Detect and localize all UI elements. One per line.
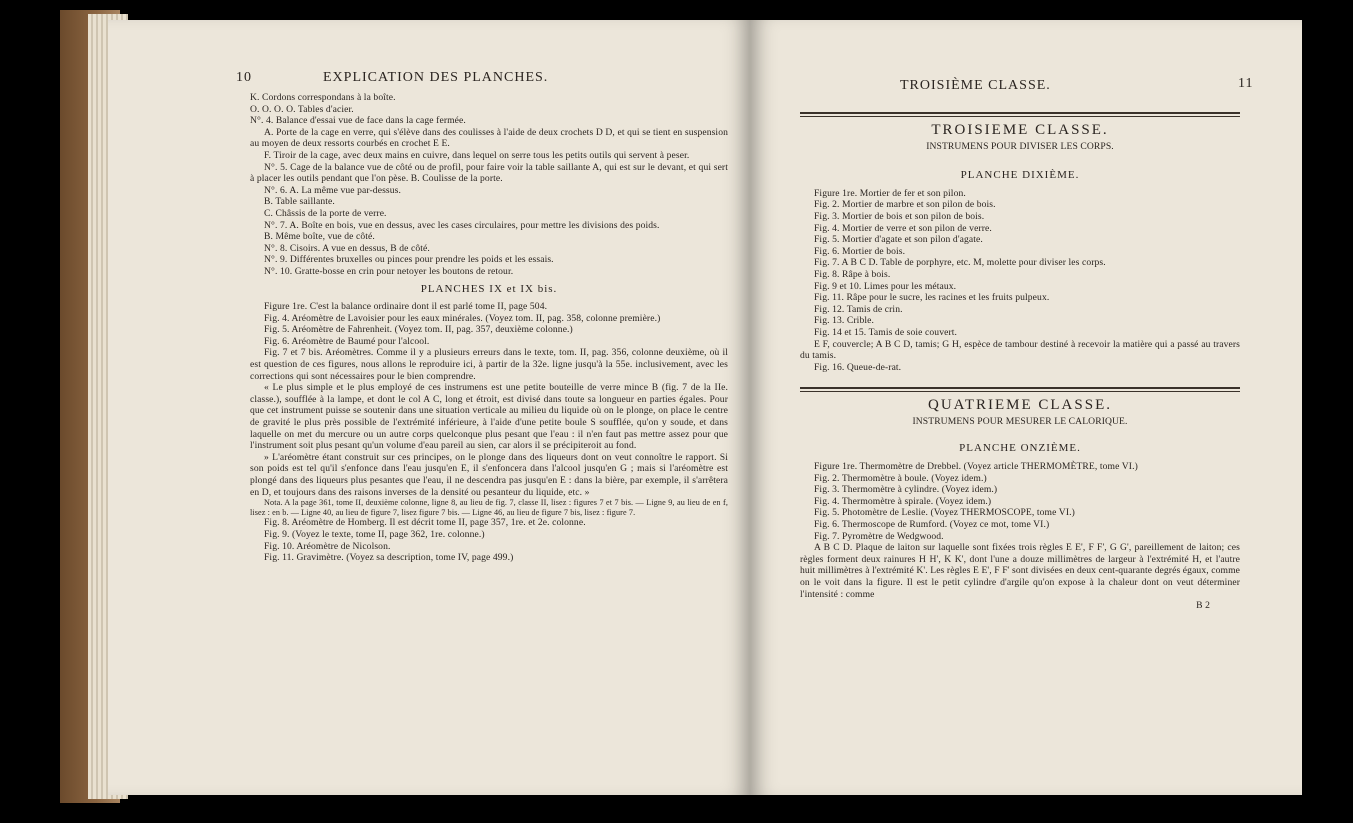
signature-mark: B 2 [1196,600,1210,612]
text-line: Fig. 5. Photomètre de Leslie. (Voyez THERMOSCOPE, tome VI.) [814,507,1075,519]
text-line: N°. 5. Cage de la balance vue de côté ou de profil, pour faire voir la table saillante A, qui est sur le devant, et qui sert à placer les outils pendant que l'on pèse. B. Coulisse de la porte. [250,161,728,185]
class-subtitle: INSTRUMENS POUR DIVISER LES CORPS. [926,140,1114,152]
text-line: K. Cordons correspondans à la boîte. [250,92,396,103]
class-title: TROISIEME CLASSE. [931,122,1109,138]
text-line: A B C D. Plaque de laiton sur laquelle sont fixées trois règles E E', F F', G G', pareillement de laiton; ces règles forment deux rainures H H', K K', dont l'une a douze millimètres de largeur à l'extrémité H, et l'autre huit millimètres à l'extrémité K'. Les règles E E', F F' sont divisées en deux cent-quarante degrés égaux, comme on le voit dans la figure. Il est le petit cylindre d'argile qu'on expose à la chaleur dont on veut déterminer l'intensité : comme [800,542,1240,600]
text-line: N°. 9. Différentes bruxelles ou pinces pour prendre les poids et les essais. [264,254,554,266]
right-page-number: 11 [1238,76,1254,91]
text-line: Figure 1re. Thermomètre de Drebbel. (Voyez article THERMOMÈTRE, tome VI.) [814,461,1138,473]
text-line: Figure 1re. Mortier de fer et son pilon. [814,187,966,199]
text-line: Fig. 2. Thermomètre à boule. (Voyez idem.) [814,472,987,484]
left-running-head: EXPLICATION DES PLANCHES. [323,70,549,85]
right-page [750,20,1302,795]
text-line: Fig. 6. Thermoscope de Rumford. (Voyez ce mot, tome VI.) [814,519,1050,531]
right-body [800,106,1240,612]
text-line: Fig. 16. Queue-de-rat. [814,361,902,373]
left-page [108,20,750,795]
text-line: Fig. 9 et 10. Limes pour les métaux. [814,280,957,292]
text-line: Fig. 9. (Voyez le texte, tome II, page 362, 1re. colonne.) [264,528,485,540]
text-line: Fig. 4. Aréomètre de Lavoisier pour les eaux minérales. (Voyez tom. II, pag. 358, colonne première.) [264,312,661,324]
text-line: Fig. 7. Pyromètre de Wedgwood. [814,530,944,542]
text-line: Fig. 4. Thermomètre à spirale. (Voyez idem.) [814,495,992,507]
text-line: Fig. 4. Mortier de verre et son pilon de verre. [814,222,992,234]
text-line: Fig. 10. Aréomètre de Nicolson. [264,540,391,552]
class-title: QUATRIEME CLASSE. [927,397,1112,414]
text-line: Fig. 2. Mortier de marbre et son pilon de bois. [814,199,996,211]
text-line: N°. 7. A. Boîte en bois, vue en dessus, avec les cases circulaires, pour mettre les divisions des poids. [264,219,660,231]
text-line: Fig. 11. Gravimètre. (Voyez sa description, tome IV, page 499.) [264,552,514,564]
open-book [60,10,1300,803]
text-line: N°. 10. Gratte-bosse en crin pour netoyer les boutons de retour. [264,265,514,277]
class-subtitle: INSTRUMENS POUR MESURER LE CALORIQUE. [912,415,1128,427]
double-rule [800,387,1240,392]
left-body [250,92,728,564]
text-line: N°. 8. Cisoirs. A vue en dessus, B de côté. [264,242,430,254]
text-line: Fig. 3. Thermomètre à cylindre. (Voyez idem.) [814,484,998,496]
left-page-number: 10 [236,70,252,85]
text-line: E F, couvercle; A B C D, tamis; G H, espèce de tambour destiné à recevoir la matière qui a passé au travers du tamis. [800,338,1240,362]
footnote: Nota. A la page 361, tome II, deuxième colonne, ligne 8, au lieu de fig. 7, classe II, lisez : figures 7 et 7 bis. — Ligne 9, au lieu de en f, lisez : en b. — Ligne 40, au lieu de figure 7, lisez figure 7 bis. — Ligne 46, au lieu de figure 7 bis, lisez : figure 7. [250,498,728,517]
text-line: B. Même boîte, vue de côté. [264,231,375,243]
text-line: Fig. 5. Aréomètre de Fahrenheit. (Voyez tom. II, pag. 357, deuxième colonne.) [264,324,573,336]
text-line: Figure 1re. C'est la balance ordinaire dont il est parlé tome II, page 504. [264,301,548,313]
plate-title: PLANCHE ONZIÈME. [959,442,1081,455]
right-running-head: TROISIÈME CLASSE. [900,78,1051,93]
text-line: Fig. 7 et 7 bis. Aréomètres. Comme il y a plusieurs erreurs dans le texte, tom. II, pag. 356, colonne deuxième, où il est question de ces figures, nous allons le reproduire ici, à partir de la 32e. ligne jusqu'à la 55e. inclusivement, avec les corrections qui sont nécessaires pour le bien comprendre. [250,347,728,382]
section-title: PLANCHES IX et IX bis. [420,282,558,295]
text-line: N°. 4. Balance d'essai vue de face dans la cage fermée. [250,115,466,127]
text-line: N°. 6. A. La même vue par-dessus. [264,184,401,196]
text-line: Fig. 6. Aréomètre de Baumé pour l'alcool. [264,335,430,347]
text-line: C. Châssis de la porte de verre. [264,207,387,219]
text-line: Fig. 3. Mortier de bois et son pilon de bois. [814,210,985,222]
text-line: Fig. 12. Tamis de crin. [814,303,903,315]
text-line: B. Table saillante. [264,196,335,208]
text-line: Fig. 5. Mortier d'agate et son pilon d'agate. [814,234,983,246]
text-line: Fig. 11. Râpe pour le sucre, les racines et les fruits pulpeux. [814,292,1050,304]
text-line: Fig. 14 et 15. Tamis de soie couvert. [814,326,958,338]
text-line: Fig. 8. Râpe à bois. [814,268,891,280]
text-line: Fig. 7. A B C D. Table de porphyre, etc. M, molette pour diviser les corps. [814,257,1106,269]
double-rule [800,112,1240,117]
plate-title: PLANCHE DIXIÈME. [960,169,1080,182]
text-line: » L'aréomètre étant construit sur ces principes, on le plonge dans des liqueurs dont on veut connoître le rapport. Si son poids est tel qu'il s'enfonce dans l'eau jusqu'en E, il s'enfoncera dans l'alcool jusqu'en G ; mais si l'aréomètre est plongé dans des liqueurs plus pesantes que l'eau, il ne descendra pas jusqu'en E : dans la bière, par exemple, il s'arrêtera en D, et toujours dans des raisons inverses de la densité ou pesanteur du liquide, etc. » [250,451,728,498]
text-line: O. O. O. O. Tables d'acier. [250,103,354,115]
text-line: Fig. 6. Mortier de bois. [814,245,906,257]
text-line: « Le plus simple et le plus employé de ces instrumens est une petite bouteille de verre mince B (fig. 7 de la IIe. classe.), soufflée à la lampe, et dont le col A C, long et étroit, est divisé dans toute sa longueur en parties égales. Pour que cet instrument puisse se soutenir dans une situation verticale au milieu du liquide où on le plonge, on place le centre de gravité le plus près possible de l'extrémité inférieure, à l'aide d'une petite boule S soufflée, qu'on y soude, et dans laquelle on met du mercure ou un autre corps quelconque plus pesant que l'eau : il n'en faut pas mettre assez pour que l'instrument soit plus pesant qu'un volume d'eau pareil au sien, car alors il se précipiteroit au fond. [250,382,728,452]
text-line: Fig. 8. Aréomètre de Homberg. Il est décrit tome II, page 357, 1re. et 2e. colonne. [264,517,586,529]
text-line: Fig. 13. Crible. [814,315,874,327]
text-line: A. Porte de la cage en verre, qui s'élève dans des coulisses à l'aide de deux crochets D D, et qui se tient en suspension au moyen de deux ressorts courbés en crochet E E. [250,126,728,150]
text-line: F. Tiroir de la cage, avec deux mains en cuivre, dans lequel on serre tous les petits outils qui servent à peser. [264,149,690,161]
